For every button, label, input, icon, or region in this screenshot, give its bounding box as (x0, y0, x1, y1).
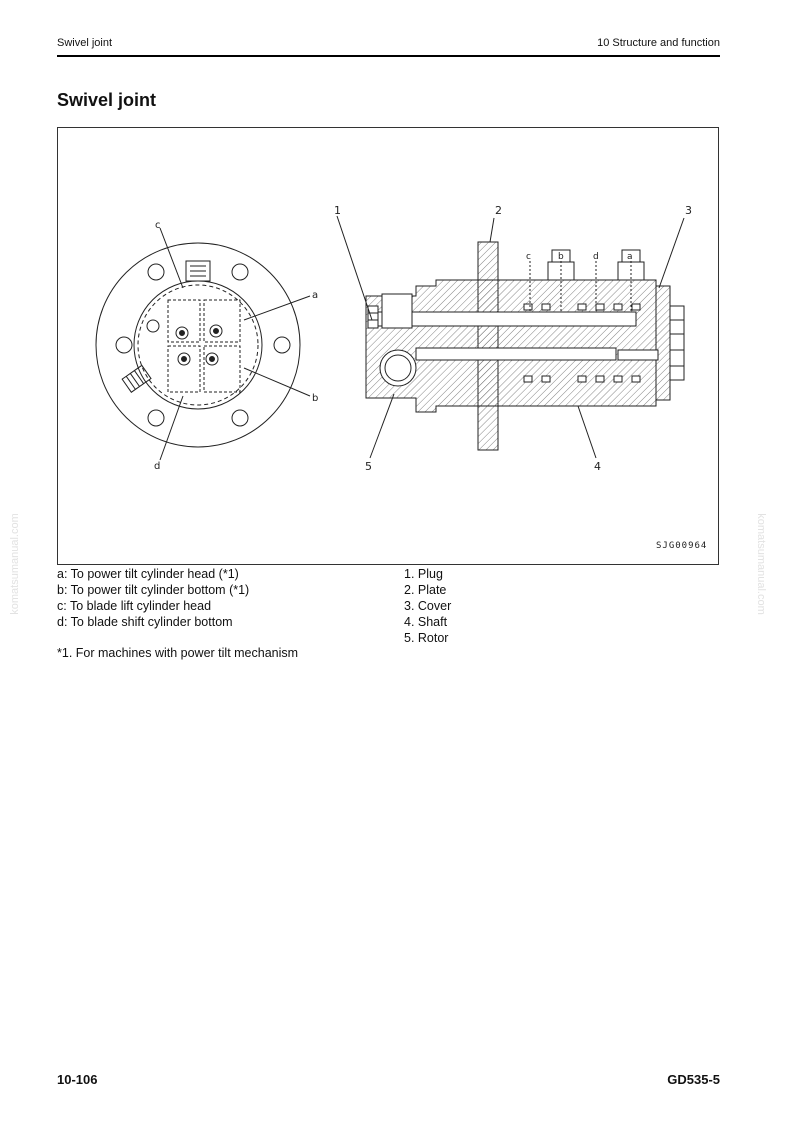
legend-part-2: 2. Plate (404, 583, 447, 597)
port-label-a: a (627, 252, 633, 262)
part-number-2: 2 (495, 204, 502, 217)
port-label-d: d (593, 252, 599, 262)
port-legend (57, 566, 249, 630)
legend-part-5: 5. Rotor (404, 631, 449, 645)
front-label-b: b (312, 393, 319, 404)
footnote: *1. For machines with power tilt mechanism (57, 646, 299, 660)
front-label-c: c (155, 220, 161, 231)
swivel-joint-drawing (58, 128, 720, 566)
part-number-1: 1 (334, 204, 341, 217)
legend-port-b: b: To power tilt cylinder bottom (*1) (57, 583, 250, 597)
parts-legend (404, 566, 451, 646)
front-label-d: d (154, 461, 161, 472)
swivel-joint-figure (57, 127, 719, 565)
front-view (96, 228, 310, 460)
header-rule (57, 55, 720, 57)
page-title: Swivel joint (57, 90, 157, 110)
port-label-c: c (526, 252, 531, 262)
part-number-4: 4 (594, 460, 601, 473)
legend-part-3: 3. Cover (404, 599, 452, 613)
front-label-a: a (312, 290, 319, 301)
header-section-name: Swivel joint (57, 37, 113, 49)
watermark-right: komatsumanual.com (754, 513, 767, 615)
legend-port-a: a: To power tilt cylinder head (*1) (57, 567, 239, 581)
part-number-5: 5 (365, 460, 372, 473)
figure-code: SJG00964 (656, 541, 708, 551)
legend-part-4: 4. Shaft (404, 615, 448, 629)
header-chapter-name: 10 Structure and function (597, 37, 720, 49)
part-number-3: 3 (685, 204, 692, 217)
model-number: GD535-5 (667, 1072, 720, 1087)
watermark-left: komatsumanual.com (8, 513, 21, 615)
page-number: 10-106 (57, 1072, 98, 1087)
legend-part-1: 1. Plug (404, 567, 443, 581)
port-label-b: b (558, 252, 564, 262)
legend-port-d: d: To blade shift cylinder bottom (57, 615, 233, 629)
legend-port-c: c: To blade lift cylinder head (57, 599, 212, 613)
